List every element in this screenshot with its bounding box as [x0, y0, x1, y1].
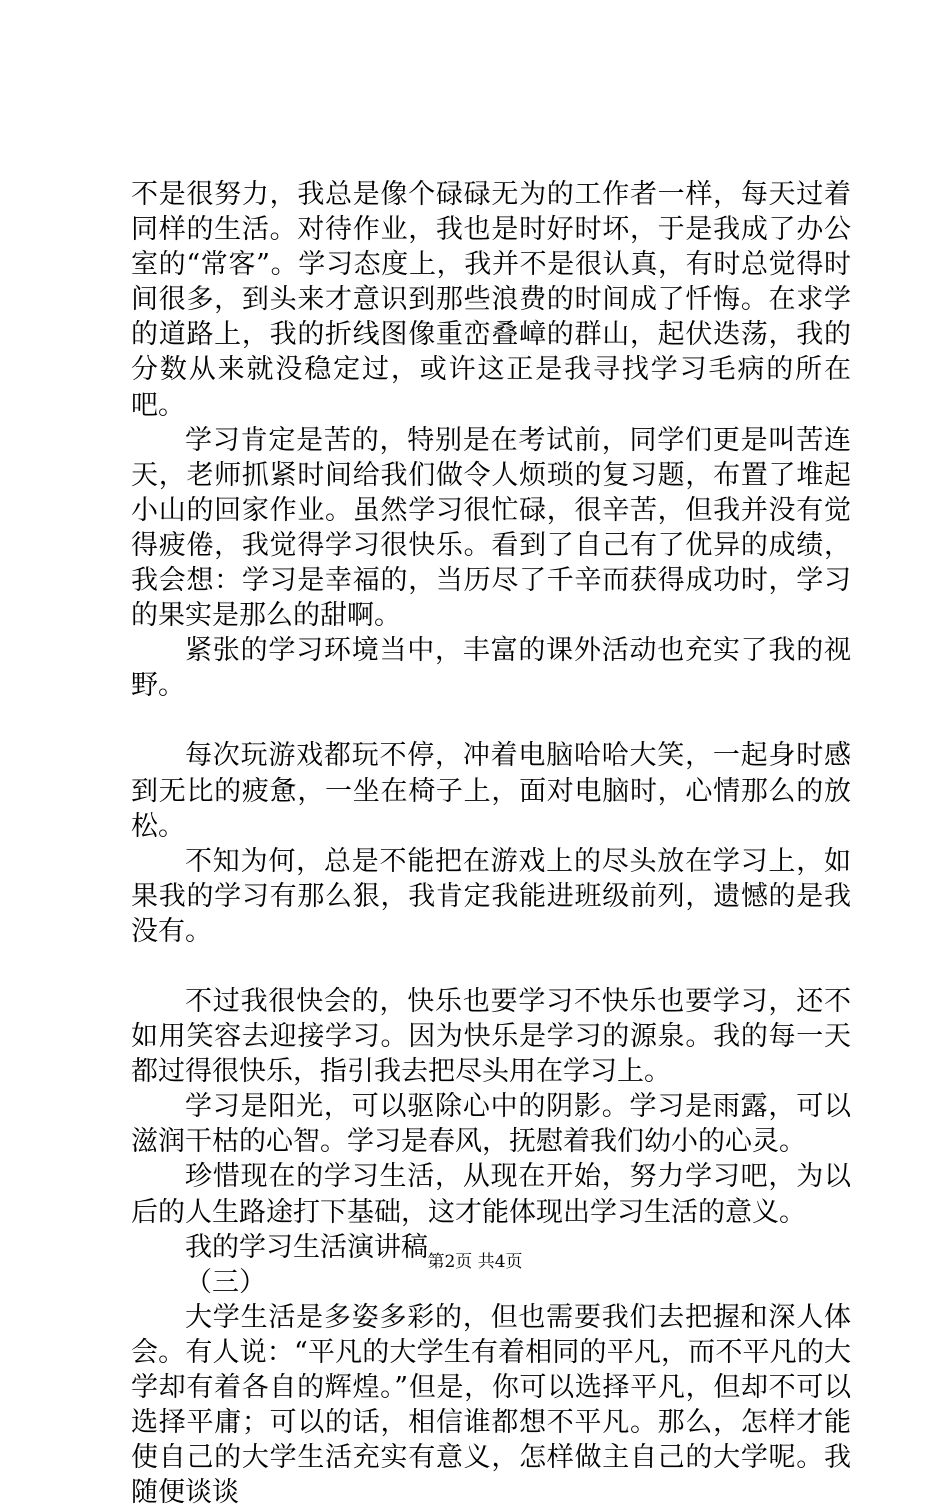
paragraph-9: 大学生活是多姿多彩的，但也需要我们去把握和深人体会。有人说：“平凡的大学生有着相同的平凡，而不平凡的大学却有着各自的辉煌。”但是，你可以选择平凡，但却不可以选择平庸；可以的话，相信谁都想不平凡。那么，怎样才能使自己的大学生活充实有意义，怎样做主自己的大学呢。我随便谈谈 [131, 1301, 851, 1509]
paragraph-1: 不是很努力，我总是像个碌碌无为的工作者一样，每天过着同样的生活。对待作业，我也是时好时坏，于是我成了办公室的“常客”。学习态度上，我并不是很认真，有时总觉得时间很多，到头来才意识到那些浪费的时间成了忏悔。在求学的道路上，我的折线图像重峦叠嶂的群山，起伏迭荡，我的分数从来就没稳定过，或许这正是我寻找学习毛病的所在吧。 [131, 179, 851, 421]
document-body [131, 177, 851, 1510]
paragraph-2: 学习肯定是苦的，特别是在考试前，同学们更是叫苦连天，老师抓紧时间给我们做令人烦琐的复习题，布置了堆起小山的回家作业。虽然学习很忙碌，很辛苦，但我并没有觉得疲倦，我觉得学习很快乐。看到了自己有了优异的成绩，我会想：学习是幸福的，当历尽了千辛而获得成功时，学习的果实是那么的甜啊。 [131, 424, 851, 632]
blank-line [131, 949, 851, 984]
paragraph-7: 学习是阳光，可以驱除心中的阴影。学习是雨露，可以滋润干枯的心智。学习是春风，抚慰着我们幼小的心灵。 [131, 1091, 851, 1158]
blank-line [131, 703, 851, 738]
paragraph-4: 每次玩游戏都玩不停，冲着电脑哈哈大笑，一起身时感到无比的疲惫，一坐在椅子上，面对电脑时，心情那么的放松。 [131, 740, 851, 842]
paragraph-5: 不知为何，总是不能把在游戏上的尽头放在学习上，如果我的学习有那么狠，我肯定我能进班级前列，遗憾的是我没有。 [131, 845, 851, 947]
section-title: 我的学习生活演讲稿 [185, 1231, 428, 1263]
paragraph-3: 紧张的学习环境当中，丰富的课外活动也充实了我的视野。 [131, 635, 851, 702]
paragraph-8: 珍惜现在的学习生活，从现在开始，努力学习吧，为以后的人生路途打下基础，这才能体现出学习生活的意义。 [131, 1161, 851, 1228]
section-number: （三） [185, 1266, 266, 1298]
paragraph-6: 不过我很快会的，快乐也要学习不快乐也要学习，还不如用笑容去迎接学习。因为快乐是学习的源泉。我的每一天都过得很快乐，指引我去把尽头用在学习上。 [131, 985, 851, 1088]
page-footer: 第2页 共4页 [427, 1252, 523, 1272]
